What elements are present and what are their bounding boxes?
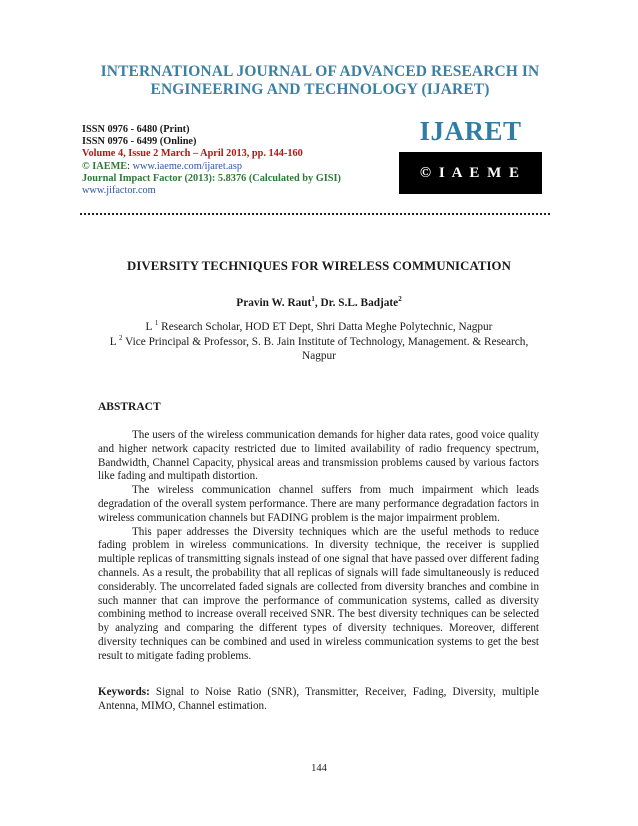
volume-info: Volume 4, Issue 2 March – April 2013, pp. 144-160 (82, 148, 303, 160)
aff2-prefix: L (109, 336, 120, 348)
abstract-paragraph-1: The users of the wireless communication demands for higher data rates, good voice quality and higher network capacity restricted due to limited availability of radio frequency spectrum, Bandwidth, Channel Capacity, physical areas and transmission problems caused by various factors like fading and multipath distortion. (98, 429, 539, 483)
jifactor-url-link[interactable]: www.jifactor.com (82, 185, 156, 197)
aff2-sup: 2 (119, 334, 123, 343)
abstract-paragraph-3: This paper addresses the Diversity techniques which are the useful methods to reduce fading problem in wireless communications. In diversity technique, the receiver is supplied multiple replicas of transmitting signals instead of one signal that have passed over different fading channels. As a result, the probability that all replicas of signals will fade simultaneously is reduced considerably. The uncorrelated faded signals are collected from diversity branches and combine in such manner that can improve the performance of communication systems, called as diversity combining method to increase overall received SNR. The best diversity techniques can be selected by analyzing and comparing the different types of diversity techniques. Moreover, different diversity techniques can be combined and used in wireless communication systems to get the best result to mitigate fading problems. (98, 525, 539, 662)
abstract-paragraph-2: The wireless communication channel suffers from much impairment which leads degradation of the overall system performance. There are many performance degradation factors in wireless communication channels but FADING problem is the major impairment problem. (98, 484, 539, 524)
affiliation-2 (84, 335, 554, 363)
abstract-body (98, 429, 539, 664)
impact-factor: Journal Impact Factor (2013): 5.8376 (Calculated by GISI) (82, 172, 341, 184)
aff2-line2: Nagpur (302, 350, 336, 362)
iaeme-sep: : (127, 160, 133, 172)
paper-title: DIVERSITY TECHNIQUES FOR WIRELESS COMMUNICATION (127, 259, 511, 273)
keywords (98, 685, 539, 713)
page-number: 144 (311, 763, 327, 774)
affiliation-1 (90, 320, 548, 334)
iaeme-url-link[interactable]: www.iaeme.com/ijaret.asp (132, 160, 243, 172)
iaeme-label: © IAEME (82, 160, 128, 172)
author-sep: , Dr. S.L. Badjate (314, 297, 399, 309)
journal-title-line1: INTERNATIONAL JOURNAL OF ADVANCED RESEARCH IN (100, 63, 540, 80)
journal-meta (82, 124, 341, 197)
authors (80, 297, 558, 309)
ijaret-logo: IJARET (419, 116, 522, 146)
iaeme-logo-badge: © I A E M E (399, 152, 542, 194)
aff1-text: Research Scholar, HOD ET Dept, Shri Datta Meghe Polytechnic, Nagpur (158, 321, 493, 333)
header-divider (80, 213, 550, 215)
keywords-text: Signal to Noise Ratio (SNR), Transmitter, Receiver, Fading, Diversity, multiple Antenna, MIMO, Channel estimation. (98, 686, 539, 712)
journal-title (80, 63, 560, 99)
issn-print: ISSN 0976 - 6480 (Print) (82, 124, 190, 135)
aff1-prefix: L (145, 321, 155, 333)
issn-online: ISSN 0976 - 6499 (Online) (82, 136, 197, 148)
aff2-text: Vice Principal & Professor, S. B. Jain Institute of Technology, Management. & Research, (122, 336, 529, 348)
author-1: Pravin W. Raut (236, 297, 312, 309)
iaeme-line (82, 161, 341, 173)
author-1-sup: 1 (311, 295, 315, 304)
aff1-sup: 1 (154, 319, 159, 328)
keywords-label: Keywords: (98, 686, 150, 698)
author-2-sup: 2 (398, 295, 402, 304)
abstract-heading: ABSTRACT (98, 401, 161, 413)
journal-title-line2: ENGINEERING AND TECHNOLOGY (IJARET) (150, 81, 490, 98)
